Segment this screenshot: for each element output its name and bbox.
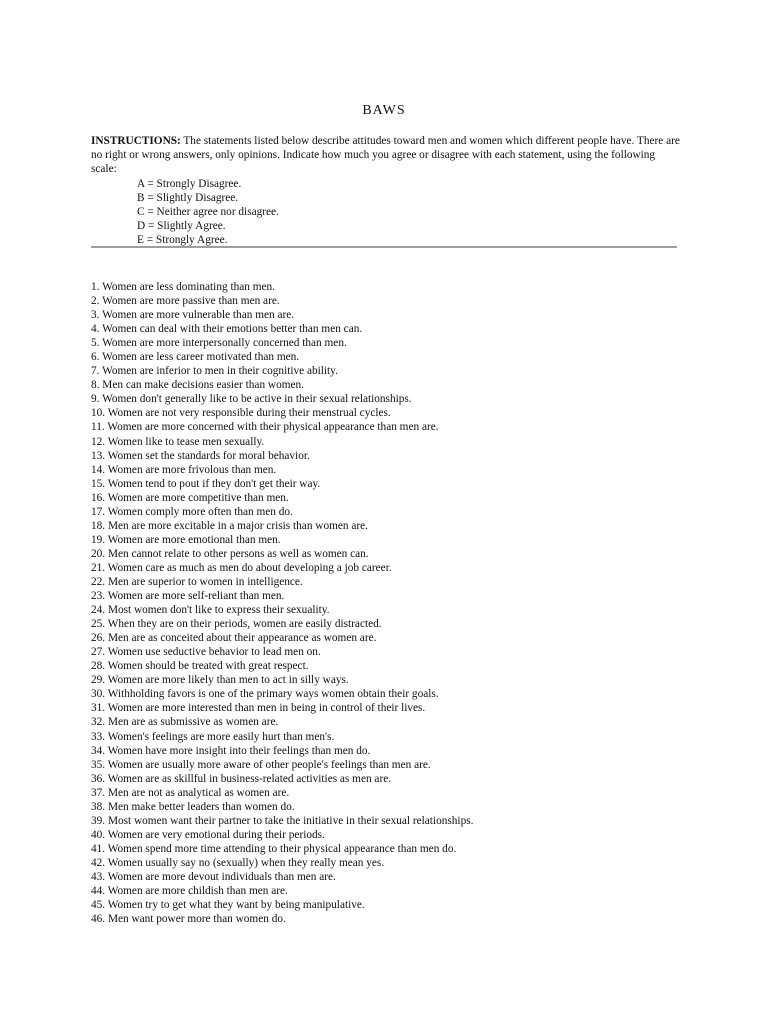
statement-item: 42. Women usually say no (sexually) when they really mean yes. (91, 856, 385, 869)
statement-item: 3. Women are more vulnerable than men are. (91, 309, 295, 322)
statement-item: 39. Most women want their partner to take the initiative in their sexual relationships. (91, 814, 474, 827)
response-scale (137, 177, 279, 247)
statement-item: 18. Men are more excitable in a major crisis than women are. (91, 519, 368, 532)
scale-item-e: E = Strongly Agree. (137, 234, 228, 246)
instructions-paragraph (91, 134, 681, 176)
scale-item-d: D = Slightly Agree. (137, 220, 226, 232)
statement-list (91, 280, 691, 926)
statement-item: 6. Women are less career motivated than men. (91, 351, 300, 364)
statement-item: 15. Women tend to pout if they don't get their way. (91, 477, 321, 490)
statement-item: 2. Women are more passive than men are. (91, 295, 280, 308)
statement-item: 9. Women don't generally like to be active in their sexual relationships. (91, 393, 412, 406)
instructions-text: The statements listed below describe attitudes toward men and women which different people have. There are no right or wrong answers, only opinions. Indicate how much you agree or disagree with each statement, using the following scale: (91, 135, 680, 175)
statement-item: 20. Men cannot relate to other persons as well as women can. (91, 547, 369, 560)
statement-item: 8. Men can make decisions easier than women. (91, 379, 305, 392)
statement-item: 23. Women are more self-reliant than men. (91, 590, 285, 603)
statement-item: 22. Men are superior to women in intelligence. (91, 575, 303, 588)
statement-item: 29. Women are more likely than men to act in silly ways. (91, 674, 349, 687)
statement-item: 14. Women are more frivolous than men. (91, 463, 277, 476)
statement-item: 28. Women should be treated with great respect. (91, 660, 309, 673)
scale-item-a: A = Strongly Disagree. (137, 178, 242, 190)
statement-item: 44. Women are more childish than men are. (91, 885, 288, 898)
statement-item: 21. Women care as much as men do about developing a job career. (91, 561, 392, 574)
statement-item: 4. Women can deal with their emotions better than men can. (91, 323, 363, 336)
statement-item: 16. Women are more competitive than men. (91, 491, 289, 504)
statement-item: 1. Women are less dominating than men. (91, 281, 275, 293)
statement-item: 34. Women have more insight into their feelings than men do. (91, 744, 371, 757)
statement-item: 10. Women are not very responsible during their menstrual cycles. (91, 407, 391, 420)
statement-item: 12. Women like to tease men sexually. (91, 435, 265, 448)
statement-item: 17. Women comply more often than men do. (91, 505, 293, 518)
statement-item: 24. Most women don't like to express their sexuality. (91, 604, 330, 617)
statement-item: 36. Women are as skillful in business-related activities as men are. (91, 772, 392, 785)
statement-item: 32. Men are as submissive as women are. (91, 716, 279, 729)
statement-item: 5. Women are more interpersonally concerned than men. (91, 337, 347, 350)
statement-item: 13. Women set the standards for moral behavior. (91, 449, 310, 462)
statement-item: 27. Women use seductive behavior to lead men on. (91, 646, 321, 659)
section-divider (91, 246, 677, 248)
statement-item: 31. Women are more interested than men in being in control of their lives. (91, 702, 426, 715)
statement-item: 45. Women try to get what they want by being manipulative. (91, 899, 365, 912)
statement-item: 30. Withholding favors is one of the primary ways women obtain their goals. (91, 688, 439, 701)
statement-item: 35. Women are usually more aware of other people's feelings than men are. (91, 758, 431, 771)
statement-item: 46. Men want power more than women do. (91, 913, 286, 926)
scale-item-c: C = Neither agree nor disagree. (137, 206, 279, 218)
statement-item: 19. Women are more emotional than men. (91, 533, 281, 546)
statement-item: 38. Men make better leaders than women do. (91, 800, 295, 813)
statement-item: 37. Men are not as analytical as women are. (91, 786, 290, 799)
instructions-label: INSTRUCTIONS: (91, 135, 181, 147)
statement-item: 25. When they are on their periods, women are easily distracted. (91, 618, 382, 631)
statement-item: 41. Women spend more time attending to their physical appearance than men do. (91, 842, 457, 855)
statement-item: 43. Women are more devout individuals than men are. (91, 870, 336, 883)
statement-item: 26. Men are as conceited about their appearance as women are. (91, 632, 377, 645)
statement-item: 40. Women are very emotional during their periods. (91, 828, 325, 841)
scale-item-b: B = Slightly Disagree. (137, 192, 239, 204)
document-title: BAWS (362, 103, 406, 118)
statement-item: 33. Women's feelings are more easily hurt than men's. (91, 730, 335, 743)
statement-item: 7. Women are inferior to men in their cognitive ability. (91, 365, 338, 378)
statement-item: 11. Women are more concerned with their physical appearance than men are. (91, 421, 439, 434)
